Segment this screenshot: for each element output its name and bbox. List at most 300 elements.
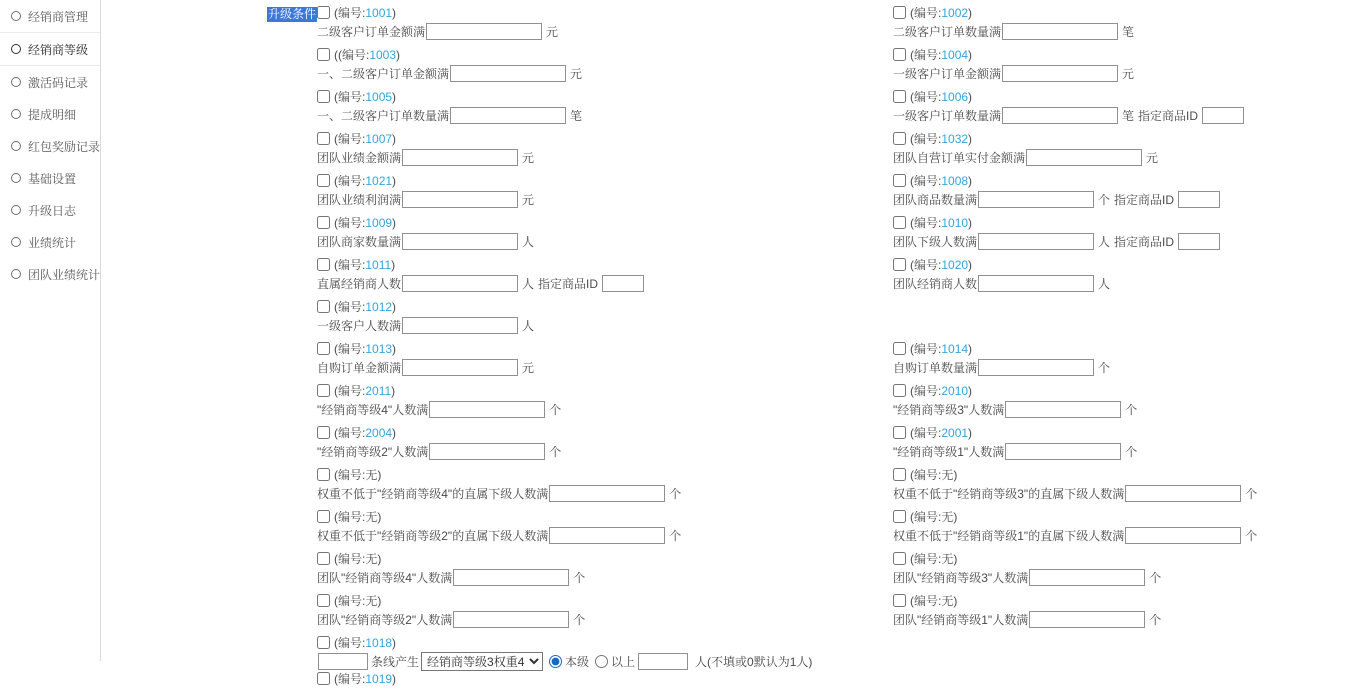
condition-row: [317, 509, 1347, 545]
condition-code-number: 1006: [941, 90, 969, 104]
condition-code: (编号:1005): [334, 90, 397, 104]
condition-code: (编号:1021): [334, 174, 397, 188]
condition-checkbox[interactable]: [893, 6, 906, 19]
condition-unit: 元: [1146, 151, 1159, 165]
condition-cell-right: [893, 467, 1257, 503]
sidebar-item-commission-details[interactable]: [0, 98, 100, 130]
condition-label: 团队"经销商等级4"人数满: [317, 571, 453, 585]
condition-row: [317, 425, 1347, 461]
condition-code-number: 2004: [365, 426, 393, 440]
condition-code-number: 无: [941, 510, 954, 524]
condition-code-line: [317, 635, 893, 650]
condition-checkbox[interactable]: [317, 174, 330, 187]
condition-checkbox[interactable]: [317, 216, 330, 229]
condition-checkbox[interactable]: [317, 468, 330, 481]
radio-circle-icon: [11, 44, 21, 54]
condition-cell-right: [893, 383, 1137, 419]
condition-checkbox[interactable]: [317, 300, 330, 313]
condition-code: (编号:无): [910, 594, 958, 608]
condition-row: [317, 593, 1347, 629]
condition-cell-right: [893, 215, 1220, 251]
condition-row: [317, 5, 1347, 41]
condition-cell-left: [317, 89, 893, 125]
sidebar-item-label: 团队业绩统计: [28, 267, 101, 282]
condition-code-line: [893, 593, 1161, 608]
condition-label: 一级客户订单数量满: [893, 109, 1002, 123]
condition-row: [317, 173, 1347, 209]
condition-row: [317, 257, 1347, 293]
condition-row: [317, 299, 1347, 335]
sidebar-item-label: 业绩统计: [28, 235, 77, 250]
condition-row: [317, 635, 1347, 671]
condition-control-line: [317, 526, 893, 545]
condition-cell-left: [317, 131, 893, 167]
condition-value-input[interactable]: [426, 23, 542, 40]
condition-control-line: [317, 64, 893, 83]
condition-checkbox[interactable]: [317, 342, 330, 355]
condition-label: 二级客户订单金额满: [317, 25, 426, 39]
condition-code-line: [317, 5, 893, 20]
condition-cell-left: [317, 551, 893, 587]
line-source-select[interactable]: [421, 652, 543, 671]
condition-hint: 人(不填或0默认为1人): [695, 655, 813, 669]
condition-control-line: [317, 274, 893, 293]
condition-code: (编号:2001): [910, 426, 973, 440]
condition-unit: 个: [669, 487, 682, 501]
radio-circle-icon: [11, 173, 21, 183]
condition-code-line: [893, 383, 1137, 398]
condition-label: 一级客户订单金额满: [893, 67, 1002, 81]
condition-code-number: 1032: [941, 132, 969, 146]
condition-row: [317, 131, 1347, 167]
sidebar-item-performance-stats[interactable]: [0, 226, 100, 258]
condition-checkbox[interactable]: [317, 132, 330, 145]
condition-checkbox[interactable]: [893, 48, 906, 61]
condition-value-input[interactable]: [978, 275, 1094, 292]
condition-code-number: 1002: [941, 6, 969, 20]
condition-unit: 个: [1245, 487, 1258, 501]
condition-code-line: [317, 593, 893, 608]
sidebar-item-basic-settings[interactable]: [0, 162, 100, 194]
radio-circle-icon: [11, 11, 21, 21]
condition-code-line: [317, 47, 893, 62]
condition-value-input[interactable]: [453, 611, 569, 628]
condition-value-input[interactable]: [978, 233, 1094, 250]
condition-cell-left: [317, 671, 893, 686]
condition-code: (编号:1020): [910, 258, 973, 272]
condition-unit: 元: [546, 25, 559, 39]
condition-code-number: 1004: [941, 48, 969, 62]
condition-control-line: [893, 232, 1220, 251]
condition-cell-left: [317, 257, 893, 293]
condition-code-number: 无: [941, 552, 954, 566]
condition-cell-right: [893, 47, 1134, 83]
condition-value-input[interactable]: [1125, 527, 1241, 544]
radio-circle-icon: [11, 77, 21, 87]
condition-control-line: [893, 442, 1137, 461]
condition-checkbox[interactable]: [317, 6, 330, 19]
condition-label: 一、二级客户订单金额满: [317, 67, 450, 81]
sidebar-item-label: 升级日志: [28, 203, 77, 218]
condition-label: 团队"经销商等级3"人数满: [893, 571, 1029, 585]
condition-value-input[interactable]: [978, 191, 1094, 208]
condition-code-number: 1005: [365, 90, 393, 104]
condition-unit: 人: [1098, 235, 1111, 249]
condition-code: (编号:无): [334, 594, 382, 608]
radio-label: 以上: [611, 655, 636, 669]
condition-code-line: [317, 89, 893, 104]
condition-control-line: [893, 64, 1134, 83]
condition-value-input[interactable]: [453, 569, 569, 586]
condition-code: (编号:1006): [910, 90, 973, 104]
condition-value-input[interactable]: [450, 107, 566, 124]
condition-label: 条线产生: [371, 655, 420, 669]
condition-value-input[interactable]: [1005, 443, 1121, 460]
radio-above-level[interactable]: [595, 655, 608, 668]
condition-label: 团队商品数量满: [893, 193, 978, 207]
condition-label: 权重不低于"经销商等级2"的直属下级人数满: [317, 529, 549, 543]
condition-label: "经销商等级3"人数满: [893, 403, 1005, 417]
condition-cell-left: [317, 299, 893, 335]
sidebar-item-distributor-level[interactable]: [0, 32, 100, 66]
condition-code: (编号:1007): [334, 132, 397, 146]
condition-code-line: [317, 131, 893, 146]
condition-code: (编号:无): [910, 510, 958, 524]
condition-cell-left: [317, 467, 893, 503]
condition-code-number: 2011: [365, 384, 392, 398]
condition-cell-left: [317, 509, 893, 545]
condition-control-line: [893, 148, 1158, 167]
condition-code: ((编号:1003): [334, 48, 401, 62]
condition-label: 自购订单金额满: [317, 361, 402, 375]
condition-unit: 人: [522, 319, 535, 333]
condition-code-number: 1012: [365, 300, 393, 314]
condition-value-input[interactable]: [1002, 107, 1118, 124]
condition-checkbox[interactable]: [317, 48, 330, 61]
condition-checkbox[interactable]: [893, 258, 906, 271]
condition-code-line: [893, 5, 1134, 20]
condition-code-line: [893, 89, 1244, 104]
condition-row: [317, 341, 1347, 377]
condition-unit: 个: [549, 403, 562, 417]
condition-code-number: 1019: [365, 672, 393, 686]
above-count-input[interactable]: [638, 653, 688, 670]
condition-label: 直属经销商人数: [317, 277, 402, 291]
condition-code-line: [317, 215, 893, 230]
condition-value-input[interactable]: [402, 191, 518, 208]
condition-code-number: 1008: [941, 174, 969, 188]
condition-value-input[interactable]: [429, 401, 545, 418]
condition-cell-right: [893, 425, 1137, 461]
condition-value-input[interactable]: [1002, 23, 1118, 40]
condition-checkbox[interactable]: [893, 552, 906, 565]
condition-code-line: [893, 551, 1161, 566]
condition-checkbox[interactable]: [893, 426, 906, 439]
product-id-label: 指定商品ID: [1138, 109, 1199, 123]
condition-checkbox[interactable]: [893, 132, 906, 145]
condition-code-number: 无: [365, 594, 378, 608]
product-id-label: 指定商品ID: [538, 277, 599, 291]
condition-checkbox[interactable]: [317, 426, 330, 439]
condition-code-line: [893, 257, 1110, 272]
product-id-input[interactable]: [1202, 107, 1244, 124]
condition-control-line: [893, 106, 1244, 125]
sidebar-item-label: 经销商等级: [28, 42, 89, 57]
condition-control-line: [893, 274, 1110, 293]
condition-code-number: 1010: [941, 216, 969, 230]
condition-value-input[interactable]: [450, 65, 566, 82]
condition-checkbox[interactable]: [317, 384, 330, 397]
condition-value-input[interactable]: [978, 359, 1094, 376]
condition-code: (编号:1010): [910, 216, 973, 230]
condition-control-line: [893, 484, 1257, 503]
condition-checkbox[interactable]: [893, 510, 906, 523]
condition-code-line: [893, 215, 1220, 230]
sidebar-item-activation-code-records[interactable]: [0, 66, 100, 98]
condition-unit: 个: [1245, 529, 1258, 543]
radio-circle-icon: [11, 269, 21, 279]
condition-code: (编号:无): [910, 552, 958, 566]
condition-unit: 笔: [570, 109, 583, 123]
condition-control-line: [317, 22, 893, 41]
condition-unit: 元: [570, 67, 583, 81]
condition-code: (编号:1001): [334, 6, 397, 20]
condition-unit: 笔: [1122, 25, 1135, 39]
condition-label: 权重不低于"经销商等级3"的直属下级人数满: [893, 487, 1125, 501]
condition-unit: 笔: [1122, 109, 1135, 123]
condition-code: (编号:2010): [910, 384, 973, 398]
radio-circle-icon: [11, 205, 21, 215]
condition-control-line: [317, 610, 893, 629]
condition-cell-right: [893, 131, 1158, 167]
condition-unit: 个: [1098, 193, 1111, 207]
condition-unit: 个: [669, 529, 682, 543]
radio-circle-icon: [11, 237, 21, 247]
condition-control-line: [893, 526, 1257, 545]
product-id-input[interactable]: [1178, 233, 1220, 250]
condition-code-line: [317, 671, 893, 686]
condition-code: (编号:无): [334, 510, 382, 524]
line-count-input[interactable]: [318, 653, 368, 670]
condition-value-input[interactable]: [402, 275, 518, 292]
condition-value-input[interactable]: [1125, 485, 1241, 502]
product-id-input[interactable]: [1178, 191, 1220, 208]
condition-code: (编号:2004): [334, 426, 397, 440]
condition-unit: 人: [1098, 277, 1111, 291]
condition-code-line: [893, 467, 1257, 482]
condition-code-number: 1009: [365, 216, 393, 230]
condition-code-line: [893, 173, 1220, 188]
sidebar-item-distributor-management[interactable]: [0, 0, 100, 32]
condition-cell-left: [317, 5, 893, 41]
condition-row: [317, 215, 1347, 251]
condition-code-line: [317, 551, 893, 566]
condition-checkbox[interactable]: [317, 594, 330, 607]
upgrade-conditions-label: 升级条件: [268, 7, 317, 21]
condition-code: (编号:1002): [910, 6, 973, 20]
condition-checkbox[interactable]: [893, 384, 906, 397]
sidebar: [0, 0, 101, 661]
condition-code: (编号:1019): [334, 672, 397, 686]
condition-control-line: [893, 610, 1161, 629]
condition-code-line: [317, 383, 893, 398]
condition-row: [317, 47, 1347, 83]
condition-control-line: [893, 190, 1220, 209]
sidebar-item-team-performance-stats[interactable]: [0, 258, 100, 290]
condition-code-number: 2001: [941, 426, 969, 440]
condition-row: [317, 671, 1347, 686]
condition-checkbox[interactable]: [893, 216, 906, 229]
condition-value-input[interactable]: [549, 527, 665, 544]
condition-cell-right: [893, 551, 1161, 587]
condition-value-input[interactable]: [402, 317, 518, 334]
sidebar-item-label: 经销商管理: [28, 9, 89, 24]
condition-code-number: 2010: [941, 384, 969, 398]
condition-checkbox[interactable]: [893, 90, 906, 103]
condition-value-input[interactable]: [1026, 149, 1142, 166]
condition-unit: 个: [1125, 403, 1138, 417]
condition-code: (编号:1032): [910, 132, 973, 146]
condition-cell-left: [317, 383, 893, 419]
radio-label: 本级: [565, 655, 590, 669]
condition-value-input[interactable]: [1005, 401, 1121, 418]
condition-code-number: 1013: [365, 342, 393, 356]
condition-value-input[interactable]: [402, 233, 518, 250]
condition-code-line: [317, 509, 893, 524]
condition-checkbox[interactable]: [893, 468, 906, 481]
condition-checkbox[interactable]: [893, 594, 906, 607]
condition-code-number: 1020: [941, 258, 969, 272]
condition-label: 团队下级人数满: [893, 235, 978, 249]
condition-label: 团队自营订单实付金额满: [893, 151, 1026, 165]
condition-code-number: 无: [941, 468, 954, 482]
condition-checkbox[interactable]: [893, 342, 906, 355]
condition-code-line: [893, 131, 1158, 146]
condition-label: 团队"经销商等级2"人数满: [317, 613, 453, 627]
sidebar-item-label: 激活码记录: [28, 75, 89, 90]
condition-label: "经销商等级2"人数满: [317, 445, 429, 459]
condition-code-number: 无: [365, 510, 378, 524]
condition-control-line: [893, 568, 1161, 587]
condition-label: 权重不低于"经销商等级1"的直属下级人数满: [893, 529, 1125, 543]
condition-checkbox[interactable]: [317, 258, 330, 271]
condition-control-line: [317, 442, 893, 461]
condition-control-line: [317, 568, 893, 587]
condition-control-line: [893, 400, 1137, 419]
condition-control-line: [317, 148, 893, 167]
condition-control-line: [317, 652, 893, 671]
condition-code-number: 无: [365, 468, 378, 482]
sidebar-item-label: 基础设置: [28, 171, 77, 186]
condition-control-line: [317, 316, 893, 335]
condition-code-number: 1021: [365, 174, 393, 188]
radio-current-level[interactable]: [549, 655, 562, 668]
condition-unit: 人: [522, 277, 535, 291]
condition-cell-right: [893, 257, 1110, 293]
condition-row: [317, 467, 1347, 503]
condition-cell-left: [317, 635, 893, 671]
condition-code: (编号:1014): [910, 342, 973, 356]
condition-value-input[interactable]: [429, 443, 545, 460]
condition-code-line: [893, 341, 1110, 356]
condition-cell-left: [317, 47, 893, 83]
condition-control-line: [893, 22, 1134, 41]
condition-code-line: [317, 341, 893, 356]
condition-code-number: 1003: [369, 48, 397, 62]
sidebar-item-label: 提成明细: [28, 107, 77, 122]
condition-label: "经销商等级1"人数满: [893, 445, 1005, 459]
condition-code-number: 1007: [365, 132, 393, 146]
condition-checkbox[interactable]: [317, 552, 330, 565]
condition-control-line: [317, 400, 893, 419]
condition-unit: 元: [522, 193, 535, 207]
condition-row: [317, 551, 1347, 587]
sidebar-item-redpacket-reward-records[interactable]: [0, 130, 100, 162]
condition-unit: 个: [1149, 613, 1162, 627]
condition-value-input[interactable]: [1029, 611, 1145, 628]
condition-code-number: 无: [365, 552, 378, 566]
condition-code: (编号:1008): [910, 174, 973, 188]
condition-unit: 个: [1098, 361, 1111, 375]
condition-cell-right: [893, 509, 1257, 545]
condition-code-line: [893, 47, 1134, 62]
condition-control-line: [893, 358, 1110, 377]
condition-code-line: [893, 509, 1257, 524]
condition-checkbox[interactable]: [893, 174, 906, 187]
condition-unit: 个: [1125, 445, 1138, 459]
condition-checkbox[interactable]: [317, 510, 330, 523]
condition-code-line: [893, 425, 1137, 440]
condition-value-input[interactable]: [1002, 65, 1118, 82]
sidebar-item-label: 红包奖励记录: [28, 139, 101, 154]
condition-value-input[interactable]: [402, 149, 518, 166]
condition-control-line: [317, 106, 893, 125]
product-id-input[interactable]: [602, 275, 644, 292]
sidebar-item-upgrade-log[interactable]: [0, 194, 100, 226]
condition-code: (编号:1012): [334, 300, 397, 314]
condition-value-input[interactable]: [1029, 569, 1145, 586]
condition-label: 团队经销商人数: [893, 277, 978, 291]
condition-row: [317, 383, 1347, 419]
condition-cell-right: [893, 341, 1110, 377]
condition-unit: 人: [522, 235, 535, 249]
condition-cell-left: [317, 173, 893, 209]
condition-unit: 元: [522, 361, 535, 375]
condition-label: 一级客户人数满: [317, 319, 402, 333]
condition-checkbox[interactable]: [317, 90, 330, 103]
condition-code-number: 无: [941, 594, 954, 608]
condition-code: (编号:1018): [334, 636, 397, 650]
radio-circle-icon: [11, 109, 21, 119]
condition-control-line: [317, 484, 893, 503]
condition-code-line: [317, 257, 893, 272]
condition-unit: 个: [549, 445, 562, 459]
condition-cell-right: [893, 593, 1161, 629]
condition-control-line: [317, 190, 893, 209]
condition-cell-left: [317, 215, 893, 251]
condition-code-number: 1018: [365, 636, 393, 650]
condition-control-line: [317, 358, 893, 377]
condition-value-input[interactable]: [549, 485, 665, 502]
condition-code: (编号:无): [334, 552, 382, 566]
condition-label: 团队商家数量满: [317, 235, 402, 249]
condition-checkbox[interactable]: [317, 636, 330, 649]
condition-row: [317, 89, 1347, 125]
condition-value-input[interactable]: [402, 359, 518, 376]
condition-unit: 个: [1149, 571, 1162, 585]
product-id-label: 指定商品ID: [1114, 235, 1175, 249]
product-id-label: 指定商品ID: [1114, 193, 1175, 207]
